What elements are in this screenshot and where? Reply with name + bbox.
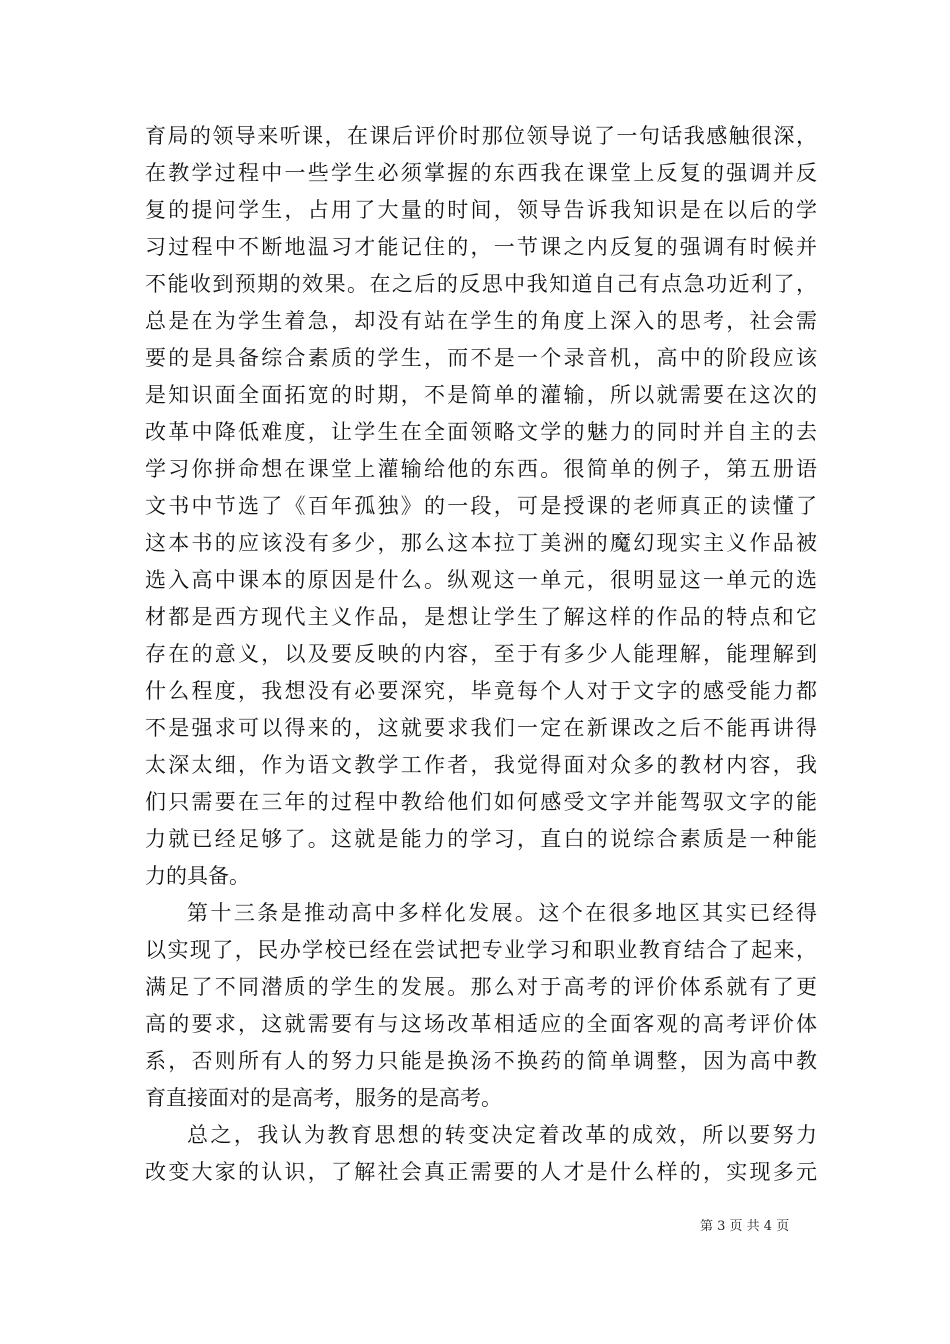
- text-line: 改革中降低难度，让学生在全面领略文学的魅力的同时并自主的去: [145, 420, 817, 444]
- text-line: 要的是具备综合素质的学生，而不是一个录音机，高中的阶段应该: [145, 346, 817, 370]
- text-line: 力的具备。: [145, 864, 250, 888]
- text-line: 总之，我认为教育思想的转变决定着改革的成效，所以要努力: [187, 1123, 817, 1147]
- text-line: 选入高中课本的原因是什么。纵观这一单元，很明显这一单元的选: [145, 568, 817, 592]
- text-line: 育局的领导来听课，在课后评价时那位领导说了一句话我感触很深，: [145, 124, 817, 148]
- paragraph: [145, 895, 817, 1117]
- text-line: 第十三条是推动高中多样化发展。这个在很多地区其实已经得: [187, 901, 817, 925]
- text-line: 这本书的应该没有多少，那么这本拉丁美洲的魔幻现实主义作品被: [145, 531, 817, 555]
- text-line: 以实现了，民办学校已经在尝试把专业学习和职业教育结合了起来，: [145, 938, 817, 962]
- text-line: 文书中节选了《百年孤独》的一段，可是授课的老师真正的读懂了: [145, 494, 817, 518]
- text-line: 们只需要在三年的过程中教给他们如何感受文字并能驾驭文字的能: [145, 790, 817, 814]
- text-line: 什么程度，我想没有必要深究，毕竟每个人对于文字的感受能力都: [145, 679, 817, 703]
- paragraph: [145, 118, 817, 895]
- text-line: 在教学过程中一些学生必须掌握的东西我在课堂上反复的强调并反: [145, 161, 817, 185]
- page-footer: 第 3 页 共 4 页: [700, 1219, 790, 1234]
- text-line: 系，否则所有人的努力只能是换汤不换药的简单调整，因为高中教: [145, 1049, 817, 1073]
- text-line: 学习你拼命想在课堂上灌输给他的东西。很简单的例子，第五册语: [145, 457, 817, 481]
- text-line: 不是强求可以得来的，这就要求我们一定在新课改之后不能再讲得: [145, 716, 817, 740]
- text-line: 存在的意义，以及要反映的内容，至于有多少人能理解，能理解到: [145, 642, 817, 666]
- text-line: 是知识面全面拓宽的时期，不是简单的灌输，所以就需要在这次的: [145, 383, 817, 407]
- document-body: [145, 118, 817, 1191]
- text-line: 复的提问学生，占用了大量的时间，领导告诉我知识是在以后的学: [145, 198, 817, 222]
- text-line: 太深太细，作为语文教学工作者，我觉得面对众多的教材内容，我: [145, 753, 817, 777]
- text-line: 材都是西方现代主义作品，是想让学生了解这样的作品的特点和它: [145, 605, 817, 629]
- text-line: 习过程中不断地温习才能记住的，一节课之内反复的强调有时候并: [145, 235, 817, 259]
- text-line: 总是在为学生着急，却没有站在学生的角度上深入的思考，社会需: [145, 309, 817, 333]
- text-line: 改变大家的认识，了解社会真正需要的人才是什么样的，实现多元: [145, 1160, 817, 1184]
- text-line: 不能收到预期的效果。在之后的反思中我知道自己有点急功近利了，: [145, 272, 817, 296]
- text-line: 高的要求，这就需要有与这场改革相适应的全面客观的高考评价体: [145, 1012, 817, 1036]
- text-line: 力就已经足够了。这就是能力的学习，直白的说综合素质是一种能: [145, 827, 817, 851]
- text-line: 满足了不同潜质的学生的发展。那么对于高考的评价体系就有了更: [145, 975, 817, 999]
- paragraph: [145, 1117, 817, 1191]
- text-line: 育直接面对的是高考，服务的是高考。: [145, 1086, 502, 1110]
